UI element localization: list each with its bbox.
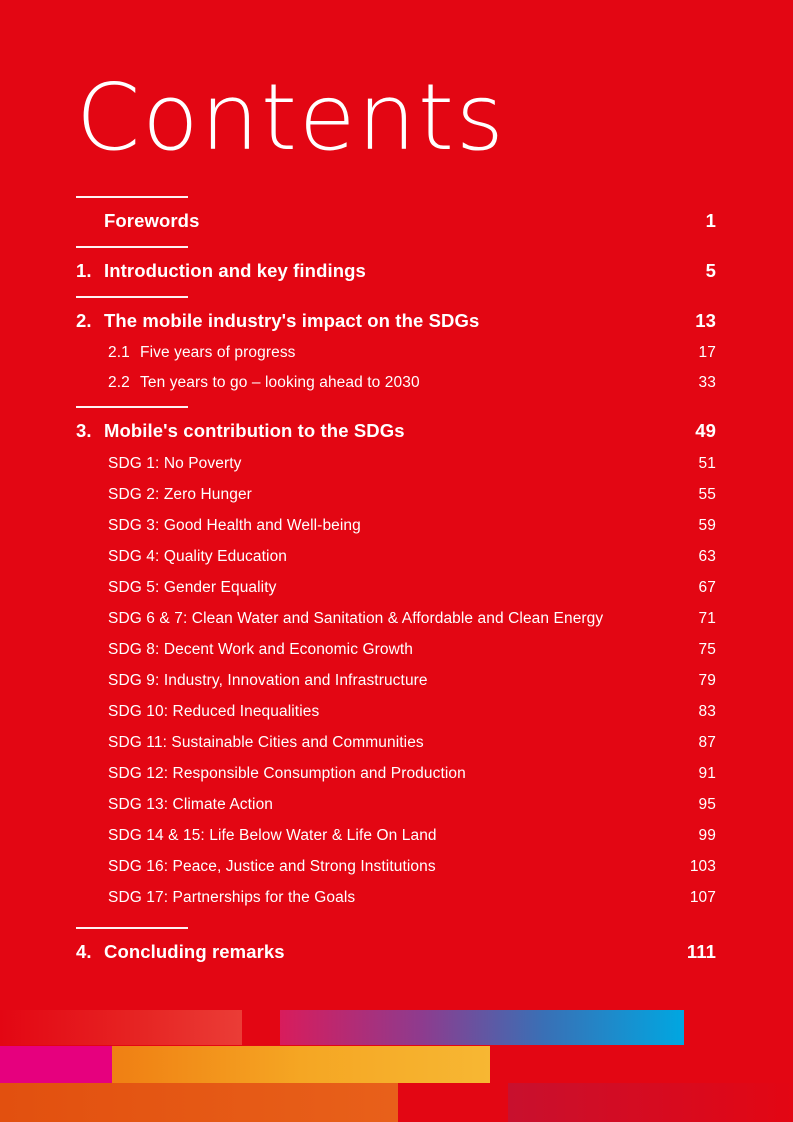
toc-entry-sdg-6-7[interactable]: [108, 610, 716, 628]
toc-entry-sdg-13[interactable]: [108, 796, 716, 814]
toc-entry-sdg-2[interactable]: [108, 486, 716, 504]
toc-entry-page: 33: [698, 374, 716, 391]
toc-entry-page: 79: [698, 672, 716, 689]
toc-entry-page: 67: [698, 579, 716, 596]
toc-entry-label: Concluding remarks: [104, 941, 285, 962]
toc-entry-label: SDG 3: Good Health and Well-being: [108, 517, 361, 534]
toc-entry-sdg-11[interactable]: [108, 734, 716, 752]
toc-entry-label: SDG 17: Partnerships for the Goals: [108, 889, 356, 906]
toc-entry-label: SDG 2: Zero Hunger: [108, 486, 252, 503]
toc-entry-number: 2.: [76, 310, 92, 331]
color-band-red-gradient: [0, 1010, 242, 1045]
color-band-orange-gradient: [112, 1046, 490, 1083]
toc-entry-mobile-contribution[interactable]: [76, 420, 716, 442]
toc-entry-label: SDG 9: Industry, Innovation and Infrastructure: [108, 672, 428, 689]
toc-entry-page: 13: [695, 310, 716, 331]
toc-entry-page: 99: [698, 827, 716, 844]
toc-entry-page: 49: [695, 420, 716, 441]
toc-entry-label: Introduction and key findings: [104, 260, 366, 281]
toc-entry-page: 5: [705, 260, 716, 281]
toc-entry-sdg-10[interactable]: [108, 703, 716, 721]
toc-entry-page: 107: [689, 889, 716, 906]
toc-entry-sdg-4[interactable]: [108, 548, 716, 566]
toc-entry-sdg-16[interactable]: [108, 858, 716, 876]
divider-rule: [76, 196, 188, 198]
toc-entry-concluding-remarks[interactable]: [76, 941, 716, 963]
toc-entry-page: 87: [698, 734, 716, 751]
toc-entry-page: 17: [698, 344, 716, 361]
toc-entry-page: 91: [698, 765, 716, 782]
color-band-magenta-blue-gradient: [280, 1010, 684, 1045]
toc-entry-number: 4.: [76, 941, 92, 962]
toc-entry-label: Forewords: [104, 210, 200, 231]
toc-entry-page: 75: [698, 641, 716, 658]
toc-entry-label: Ten years to go – looking ahead to 2030: [140, 374, 420, 391]
toc-entry-label: SDG 6 & 7: Clean Water and Sanitation & Affordable and Clean Energy: [108, 610, 604, 627]
toc-entry-page: 51: [698, 455, 716, 472]
toc-entry-ten-years-to-go[interactable]: [108, 374, 716, 392]
color-band-red: [398, 1083, 508, 1122]
toc-entry-page: 1: [705, 210, 716, 231]
toc-entry-label: SDG 8: Decent Work and Economic Growth: [108, 641, 414, 658]
toc-entry-number: 2.1: [108, 344, 130, 361]
color-band-magenta: [0, 1046, 112, 1083]
toc-entry-label: The mobile industry's impact on the SDGs: [104, 310, 480, 331]
toc-entry-five-years-of-progress[interactable]: [108, 344, 716, 362]
color-band-crimson: [508, 1083, 793, 1122]
toc-entry-sdg-9[interactable]: [108, 672, 716, 690]
toc-entry-label: SDG 5: Gender Equality: [108, 579, 277, 596]
toc-entry-label: SDG 11: Sustainable Cities and Communities: [108, 734, 424, 751]
toc-entry-forewords[interactable]: [76, 210, 716, 232]
toc-entry-label: SDG 10: Reduced Inequalities: [108, 703, 320, 720]
toc-entry-number: 3.: [76, 420, 92, 441]
toc-entry-number: 2.2: [108, 374, 130, 391]
toc-entry-page: 83: [698, 703, 716, 720]
toc-entry-label: Five years of progress: [140, 344, 296, 361]
toc-entry-page: 111: [686, 941, 716, 962]
divider-rule: [76, 927, 188, 929]
decorative-color-bands: [0, 987, 793, 1122]
toc-entry-page: 55: [698, 486, 716, 503]
toc-entry-sdg-5[interactable]: [108, 579, 716, 597]
toc-entry-label: Mobile's contribution to the SDGs: [104, 420, 405, 441]
toc-entry-mobile-industry-impact[interactable]: [76, 310, 716, 332]
toc-entry-sdg-8[interactable]: [108, 641, 716, 659]
toc-entry-page: 95: [698, 796, 716, 813]
toc-entry-page: 63: [698, 548, 716, 565]
toc-entry-page: 71: [698, 610, 716, 627]
divider-rule: [76, 296, 188, 298]
toc-entry-sdg-14-15[interactable]: [108, 827, 716, 845]
table-of-contents: [76, 196, 716, 973]
divider-rule: [76, 246, 188, 248]
toc-entry-page: 103: [689, 858, 716, 875]
toc-entry-page: 59: [698, 517, 716, 534]
color-band-deep-orange: [0, 1083, 398, 1122]
toc-entry-label: SDG 13: Climate Action: [108, 796, 274, 813]
toc-entry-label: SDG 16: Peace, Justice and Strong Institutions: [108, 858, 436, 875]
toc-entry-introduction[interactable]: [76, 260, 716, 282]
divider-rule: [76, 406, 188, 408]
toc-entry-label: SDG 14 & 15: Life Below Water & Life On Land: [108, 827, 437, 844]
toc-entry-sdg-12[interactable]: [108, 765, 716, 783]
toc-entry-sdg-3[interactable]: [108, 517, 716, 535]
page-title: Contents: [76, 64, 506, 171]
toc-entry-sdg-1[interactable]: [108, 455, 716, 473]
toc-entry-label: SDG 1: No Poverty: [108, 455, 242, 472]
toc-entry-label: SDG 4: Quality Education: [108, 548, 288, 565]
toc-entry-sdg-17[interactable]: [108, 889, 716, 907]
toc-entry-number: 1.: [76, 260, 92, 281]
toc-entry-label: SDG 12: Responsible Consumption and Production: [108, 765, 466, 782]
